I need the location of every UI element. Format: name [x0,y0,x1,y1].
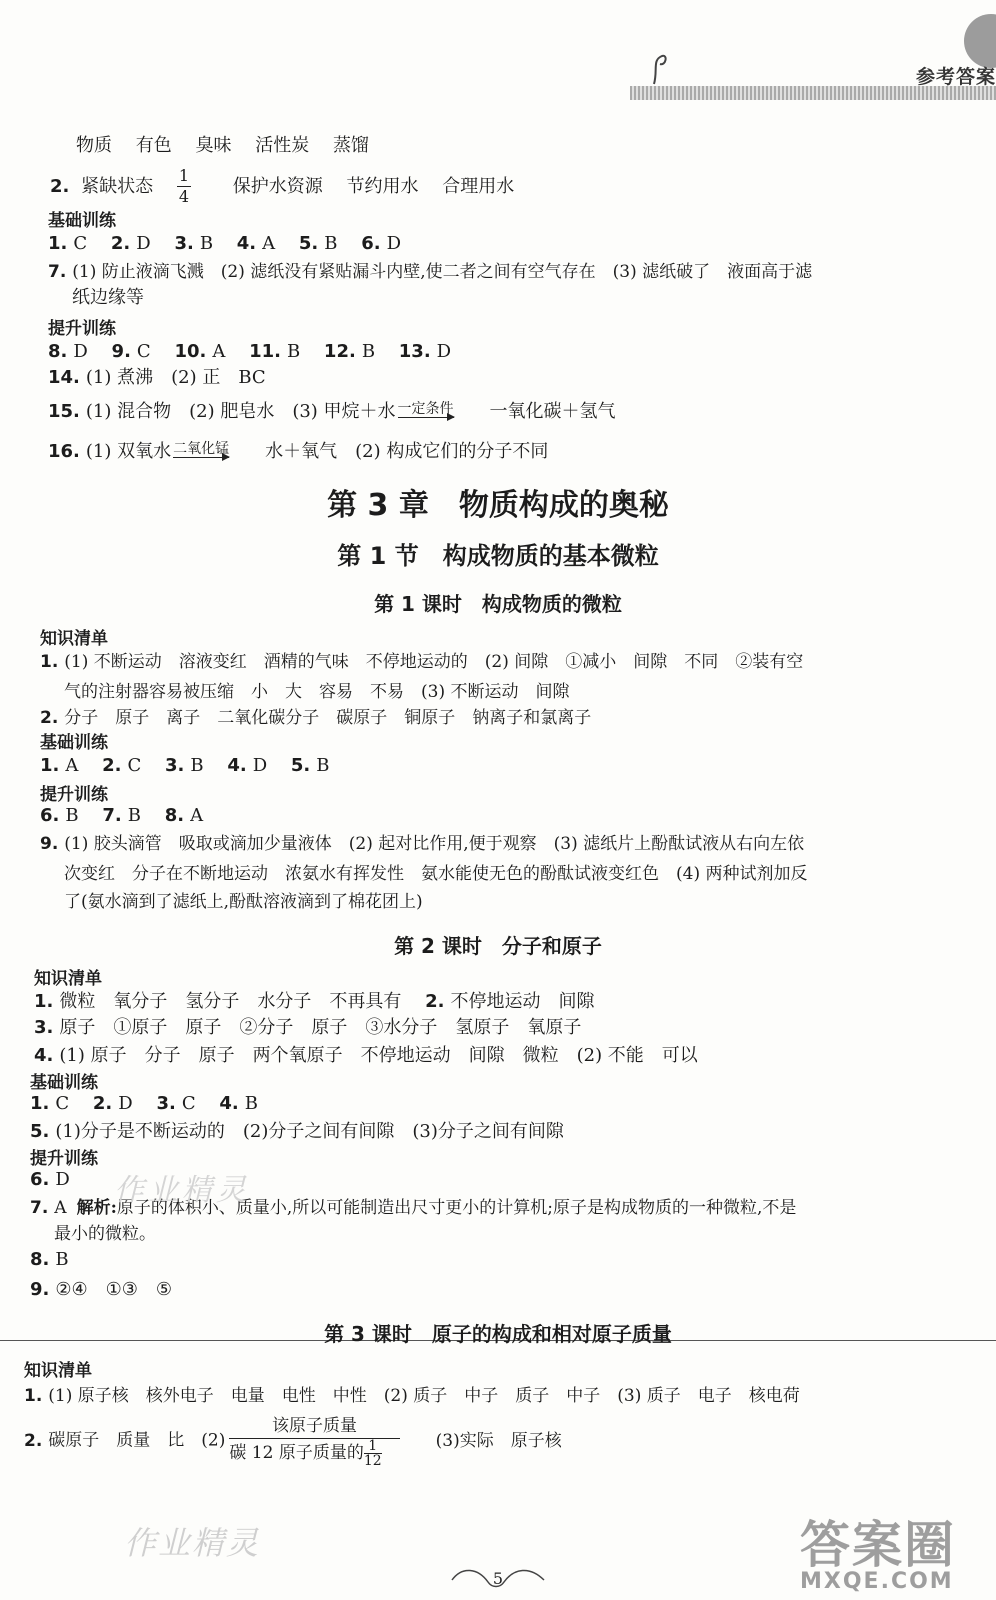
answer-line [24,1414,580,1468]
answer-item: 节约用水 [346,175,419,197]
question-number: 13. [398,341,431,362]
answer-item: 臭味 [195,135,232,156]
answer-choice: B [55,1249,69,1270]
answer-line [48,340,469,364]
question-number: 3. [174,233,194,254]
fraction [229,1414,417,1468]
fraction-denominator-text: 碳 12 原子质量的 [229,1443,364,1463]
analysis-label: 解析: [76,1198,117,1218]
section-title: 第 1 节 构成物质的基本微粒 [337,542,659,570]
question-number: 2. [110,233,131,254]
lesson-title: 第 2 课时 分子和原子 [394,934,602,958]
site-watermark-url: MXQE.COM [800,1569,954,1594]
answer-choice: D [386,233,402,254]
answer-text: (1) 原子 分子 原子 两个氧原子 不停地运动 间隙 微粒 (2) 不能 可以 [59,1045,698,1066]
answer-choice: D [436,341,452,362]
answer-choice: C [127,755,142,776]
answer-line: 次变红 分子在不断地运动 浓氨水有挥发性 氨水能使无色的酚酞试液变红色 (4) 两种试剂加反 [64,864,808,884]
answer-item: 保护水资源 [232,175,323,197]
answer-line [30,1120,582,1144]
answer-choice: B [127,805,141,826]
section-heading: 提升训练 [40,785,108,805]
answer-choice: C [181,1093,196,1114]
question-number: 10. [174,341,207,362]
lesson-title: 第 1 课时 构成物质的微粒 [374,592,622,616]
question-number: 2. [102,755,122,776]
section-heading: 基础训练 [48,211,116,231]
answer-text: (1)分子是不断运动的 (2)分子之间有间隙 (3)分子之间有间隙 [55,1121,564,1142]
question-number: 6. [361,233,381,254]
header-label: 参考答案 [915,66,996,88]
fraction-numerator: 1 [178,166,190,185]
answer-line [30,1248,87,1272]
answer-line-q15 [48,400,634,424]
answer-line [34,990,612,1014]
answer-text: ②④ ①③ ⑤ [55,1279,173,1300]
question-number: 5. [290,755,311,776]
answer-choice: A [54,1198,67,1218]
answer-choice: B [199,233,214,254]
question-number: 5. [30,1121,50,1142]
section-heading: 知识清单 [40,629,108,649]
chapter-title: 第 3 章 物质构成的奥秘 [327,488,669,523]
section-heading: 提升训练 [30,1149,98,1169]
question-number: 7. [102,805,122,826]
answer-choice: B [324,233,338,254]
answer-choice: D [136,233,151,254]
answer-choice: B [190,755,204,776]
arrow-icon [173,457,229,464]
answer-text: (1) 煮沸 (2) 正 BC [85,367,266,388]
answer-choice: C [136,341,151,362]
answer-line [30,1168,88,1192]
answer-line: 纸边缘等 [72,287,144,308]
answer-text: (1) 不断运动 溶液变红 酒精的气味 不停地运动的 (2) 间隙 ①减小 间隙 不同 ②装有空 [64,652,804,672]
answer-choice: B [361,341,376,362]
answer-choice: A [65,755,79,776]
site-watermark [800,1505,956,1594]
question-number: 1. [48,233,68,254]
answer-item: 蒸馏 [332,135,369,156]
answer-text: 水＋氧气 (2) 构成它们的分子不同 [265,441,549,462]
question-number: 7. [30,1198,49,1218]
section-heading: 基础训练 [30,1073,98,1093]
question-number: 9. [40,834,59,854]
site-watermark-title: 答案圈 [800,1516,956,1574]
answer-choice: A [190,805,204,826]
page-number: 5 [492,1569,504,1588]
page-number-ornament [448,1560,548,1594]
question-number: 2. [425,991,445,1012]
answer-line [40,706,609,730]
question-number: 3. [156,1093,176,1114]
fraction [177,166,209,207]
fraction-numerator: 该原子质量 [229,1414,399,1439]
answer-item: 合理用水 [442,175,515,197]
answer-text: 微粒 氧分子 氢分子 水分子 不再具有 [59,991,402,1012]
question-number: 2. [92,1093,113,1114]
header-swirl-icon [650,52,690,88]
answer-line [40,754,348,778]
question-number: 14. [48,367,80,388]
question-number: 4. [227,755,247,776]
section-heading: 基础训练 [40,733,108,753]
footer-watermark: 作业精灵 [124,1524,261,1562]
section-heading: 知识清单 [34,969,102,989]
answer-choice: D [118,1093,133,1114]
answer-text: (1) 防止液滴飞溅 (2) 滤纸没有紧贴漏斗内壁,使二者之间有空气存在 (3) 滤纸破了 液面高于滤 [72,262,813,282]
mini-fraction-denominator: 12 [363,1453,382,1469]
answer-text: 原子的体积小、质量小,所以可能制造出尺寸更小的计算机;原子是构成物质的一种微粒,不是 [116,1198,797,1218]
header-corner-decoration [964,14,996,68]
answer-line: 最小的微粒。 [54,1224,156,1244]
answer-line [30,1092,276,1116]
arrow-icon [398,417,454,424]
question-number: 7. [48,262,67,282]
answer-text: 一氧化碳＋氢气 [489,401,616,422]
answer-line [40,832,822,856]
question-number: 3. [165,755,185,776]
answer-choice: B [244,1093,258,1114]
question-number: 8. [30,1249,50,1270]
answer-text: 原子 ①原子 原子 ②分子 原子 ③水分子 氢原子 氧原子 [59,1017,582,1038]
question-number: 1. [24,1386,43,1406]
answer-line [34,1044,716,1068]
question-number: 5. [298,233,319,254]
question-number: 8. [164,805,185,826]
reaction-arrow [398,401,472,424]
answer-line: 了(氨水滴到了滤纸上,酚酞溶液滴到了棉花团上) [64,892,423,912]
answer-text: 碳原子 质量 比 (2) [48,1430,226,1451]
answer-choice: D [252,755,268,776]
answer-line [30,1278,190,1302]
answer-item: 有色 [135,135,172,156]
answer-line [40,804,221,828]
answer-text: (1) 双氧水 [85,441,172,462]
answer-line-q14 [48,366,284,390]
question-number: 2. [40,708,59,728]
question-number: 6. [40,805,60,826]
question-number: 1. [34,991,54,1012]
lesson-title: 第 3 课时 原子的构成和相对原子质量 [324,1322,672,1346]
mini-fraction [364,1439,400,1468]
answer-item: 活性炭 [255,135,310,156]
watermark-text: 作业精灵 [114,1173,250,1208]
reaction-condition: 二氧化锰 [173,440,230,457]
section-heading: 提升训练 [48,319,116,339]
answer-choice: C [73,233,88,254]
answer-text: 分子 原子 离子 二氧化碳分子 碳原子 铜原子 钠离子和氯离子 [64,708,592,728]
question-number: 2. [24,1430,43,1451]
answer-choice: A [212,341,226,362]
answer-line [76,134,387,158]
answer-choice: C [55,1093,70,1114]
answer-item: 紧缺状态 [81,175,154,197]
answer-choice: D [55,1169,70,1190]
answer-text: (1) 胶头滴管 吸取或滴加少量液体 (2) 起对比作用,便于观察 (3) 滤纸片上酚酞试液从右向左依 [64,834,805,854]
answer-line [24,1384,818,1408]
question-number: 15. [48,401,80,422]
fraction-denominator: 4 [178,187,190,206]
question-number: 1. [30,1093,50,1114]
answer-text: (1) 原子核 核外电子 电量 电性 中性 (2) 质子 中子 质子 中子 (3) 质子 电子 核电荷 [48,1386,800,1406]
question-number: 9. [111,341,131,362]
answer-text: (1) 混合物 (2) 肥皂水 (3) 甲烷＋水 [85,401,396,422]
answer-line: 气的注射器容易被压缩 小 大 容易 不易 (3) 不断运动 间隙 [64,682,570,702]
section-heading: 知识清单 [24,1361,92,1381]
answer-line-q7 [48,260,830,284]
question-number: 2. [50,175,70,197]
reaction-arrow [173,441,247,464]
question-number: 3. [34,1017,54,1038]
answer-line [48,232,419,256]
answer-item: 物质 [76,135,112,156]
question-number: 4. [219,1093,239,1114]
answer-choice: B [316,755,330,776]
question-number: 8. [48,341,68,362]
mini-fraction-numerator: 1 [364,1439,382,1454]
answer-choice: A [262,233,276,254]
question-number: 16. [48,441,80,462]
question-number: 9. [30,1279,50,1300]
fraction-denominator [229,1439,399,1468]
answer-text: (3)实际 原子核 [435,1430,562,1451]
answer-choice: B [286,341,301,362]
answer-line [34,1016,599,1040]
answer-line-q2 [50,166,532,207]
reaction-condition: 一定条件 [397,400,454,417]
answer-text: 不停地运动 间隙 [450,991,595,1012]
question-number: 6. [30,1169,50,1190]
question-number: 4. [236,233,257,254]
answer-line [40,650,821,674]
answer-choice: D [73,341,88,362]
question-number: 1. [40,652,59,672]
question-number: 12. [323,341,356,362]
question-number: 11. [249,341,281,362]
answer-line-q16 [48,440,566,464]
question-number: 4. [34,1045,54,1066]
answer-choice: B [65,805,79,826]
question-number: 1. [40,755,60,776]
